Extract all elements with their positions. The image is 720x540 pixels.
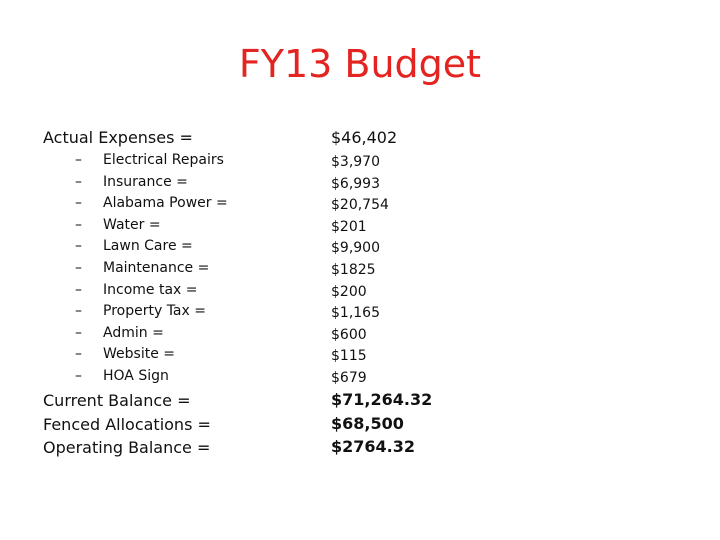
expense-item-label: Lawn Care = [103, 238, 193, 255]
bullet-dash: – [75, 368, 82, 384]
bullet-dash: – [75, 195, 82, 212]
expense-item-value: $679 [331, 370, 367, 386]
bullet-dash: – [75, 303, 82, 320]
expense-item-label: HOA Sign [103, 368, 169, 384]
bullet-dash: – [75, 281, 82, 298]
bullet-dash: – [75, 324, 82, 341]
expense-item-label: Insurance = [103, 173, 188, 190]
summary-label: Fenced Allocations = [43, 414, 211, 434]
summary-label: Current Balance = [43, 391, 191, 410]
expense-item-label: Admin = [103, 324, 164, 341]
expense-item-label: Maintenance = [103, 260, 210, 276]
expense-item-value: $600 [331, 326, 367, 343]
expense-item-value: $115 [331, 348, 367, 365]
bullet-dash: – [75, 152, 82, 168]
expense-item-label: Property Tax = [103, 303, 206, 320]
summary-label: Operating Balance = [43, 438, 211, 457]
bullet-dash: – [75, 260, 82, 276]
expense-item-label: Alabama Power = [103, 195, 228, 212]
bullet-dash: – [75, 346, 82, 363]
expense-item-value: $1825 [331, 262, 376, 278]
actual-expenses-label: Actual Expenses = [43, 128, 193, 147]
expense-item-value: $3,970 [331, 154, 380, 170]
bullet-dash: – [75, 173, 82, 190]
expense-item-label: Income tax = [103, 281, 198, 298]
expense-item-value: $6,993 [331, 175, 380, 192]
expense-item-value: $200 [331, 283, 367, 300]
expense-item-value: $1,165 [331, 305, 380, 322]
actual-expenses-value: $46,402 [331, 128, 398, 147]
bullet-dash: – [75, 238, 82, 255]
summary-value: $2764.32 [331, 437, 416, 456]
slide-title: FY13 Budget [238, 42, 482, 86]
expense-item-label: Water = [103, 216, 161, 233]
expense-item-label: Website = [103, 346, 175, 363]
summary-value: $68,500 [331, 413, 404, 433]
summary-value: $71,264.32 [331, 390, 433, 409]
expense-item-value: $201 [331, 218, 367, 235]
bullet-dash: – [75, 216, 82, 233]
expense-item-label: Electrical Repairs [103, 152, 224, 168]
expense-item-value: $9,900 [331, 240, 380, 257]
expense-item-value: $20,754 [331, 197, 389, 214]
